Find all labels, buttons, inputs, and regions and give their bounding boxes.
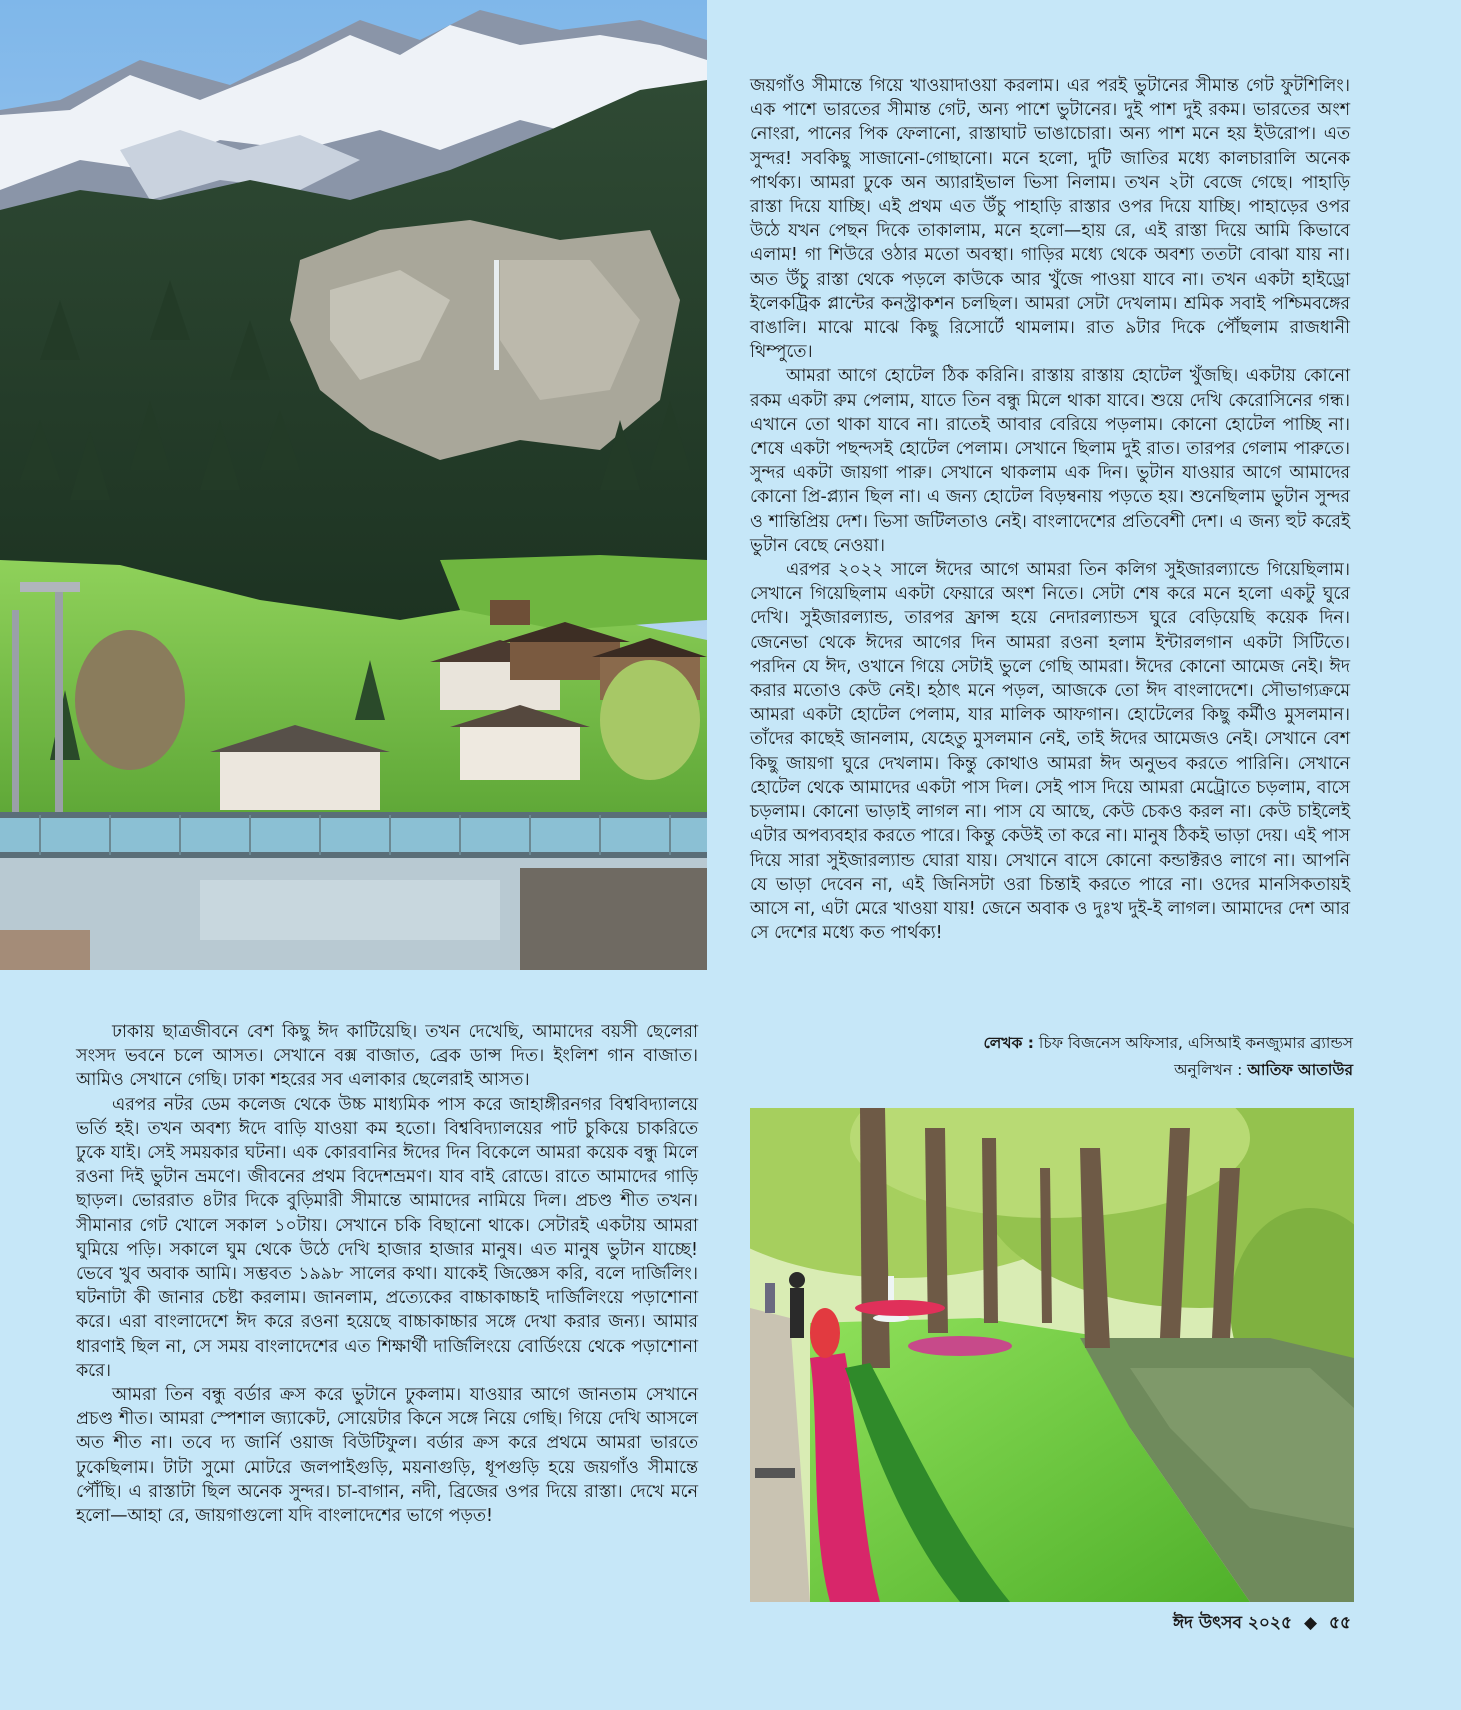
diamond-separator-icon: ◆ xyxy=(1303,1613,1318,1633)
transcriber-credit xyxy=(983,1057,1353,1084)
body-paragraph: ঢাকায় ছাত্রজীবনে বেশ কিছু ঈদ কাটিয়েছি। তখন দেখেছি, আমাদের বয়সী ছেলেরা সংসদ ভবনে চলে আসত। সেখানে বক্স বাজাত, ব্রেক ডান্স দিত। ইংলিশ গান বাজাত। আমিও সেখানে গেছি। ঢাকা শহরের সব এলাকার ছেলেরাই আসত। xyxy=(76,1022,698,1091)
transcriber-name: আতিফ আতাউর xyxy=(1247,1061,1353,1079)
page-footer xyxy=(1173,1610,1351,1638)
body-paragraph: এরপর নটর ডেম কলেজ থেকে উচ্চ মাধ্যমিক পাস করে জাহাঙ্গীরনগর বিশ্ববিদ্যালয়ে ভর্তি হই। তখন অবশ্য ঈদে বাড়ি যাওয়া কম হতো। বিশ্ববিদ্যালয়ের পাট চুকিয়ে চাকরিতে ঢুকে যাই। সেই সময়কার ঘটনা। এক কোরবানির ঈদের দিন বিকেলে আমরা কয়েক বন্ধু মিলে রওনা দিই ভুটান ভ্রমণে। জীবনের প্রথম বিদেশভ্রমণ। যাব বাই রোডে। রাতে আমাদের গাড়ি ছাড়ল। ভোররাত ৪টার দিকে বুড়িমারী সীমান্তে আমাদের নামিয়ে দিল। প্রচণ্ড শীত তখন। সীমানার গেট খোলে সকাল ১০টায়। সেখানে চকি বিছানো থাকে। সেটারই একটায় আমরা ঘুমিয়ে পড়ি। সকালে ঘুম থেকে উঠে দেখি হাজার হাজার মানুষ। এত মানুষ ভুটান যাচ্ছে! ভেবে খুব অবাক আমি। সম্ভবত ১৯৯৮ সালের কথা। যাকেই জিজ্ঞেস করি, বলে দার্জিলিং। ঘটনাটা কী জানার চেষ্টা করলাম। জানলাম, প্রত্যেকের বাচ্চাকাচ্চাই দার্জিলিংয়ে পড়াশোনা করে। এরা বাংলাদেশে ঈদ করে রওনা হয়েছে বাচ্চাকাচ্চার সঙ্গে দেখা করার জন্য। আমার ধারণাই ছিল না, সে সময় বাংলাদেশের এত শিক্ষার্থী দার্জিলিংয়ে বোর্ডিংয়ে থেকে পড়াশোনা করে। xyxy=(76,1094,698,1381)
body-paragraph: আমরা তিন বন্ধু বর্ডার ক্রস করে ভুটানে ঢুকলাম। যাওয়ার আগে জানতাম সেখানে প্রচণ্ড শীত। আমরা স্পেশাল জ্যাকেট, সোয়েটার কিনে সঙ্গে নিয়ে গেছি। গিয়ে দেখি আসলে অত শীত না। তবে দ্য জার্নি ওয়াজ বিউটিফুল। বর্ডার ক্রস করে প্রথমে আমরা ভারতে ঢুকেছিলাম। টাটা সুমো মোটরে জলপাইগুড়ি, ময়নাগুড়ি, ধূপগুড়ি হয়ে জয়গাঁও সীমান্তে পৌঁছি। এ রাস্তাটা ছিল অনেক সুন্দর। চা-বাগান, নদী, ব্রিজের ওপর দিয়ে রাস্তা। দেখে মনে হলো—আহা রে, জায়গাগুলো যদি বাংলাদেশের ভাগে পড়ত! xyxy=(76,1385,698,1527)
body-paragraph: জয়গাঁও সীমান্তে গিয়ে খাওয়াদাওয়া করলাম। এর পরই ভুটানের সীমান্ত গেট ফুটশিলিং। এক পাশে ভারতের সীমান্ত গেট, অন্য পাশে ভুটানের। দুই পাশ দুই রকম। ভারতের অংশ নোংরা, পানের পিক ফেলানো, রাস্তাঘাট ভাঙাচোরা। অন্য পাশ মনে হয় ইউরোপ। এত সুন্দর! সবকিছু সাজানো-গোছানো। মনে হলো, দুটি জাতির মধ্যে কালচারালি অনেক পার্থক্য। আমরা ঢুকে অন অ্যারাইভাল ভিসা নিলাম। তখন ২টা বেজে গেছে। পাহাড়ি রাস্তা দিয়ে যাচ্ছি। এই প্রথম এত উঁচু পাহাড়ি রাস্তার ওপর দিয়ে যাচ্ছি। পাহাড়ের ওপর উঠে যখন পেছন দিকে তাকালাম, মনে হলো—হায় রে, এই রাস্তা দিয়ে আমি কিভাবে এলাম! গা শিউরে ওঠার মতো অবস্থা। গাড়ির মধ্যে থেকে অবশ্য ততটা বোঝা যায় না। অত উঁচু রাস্তা থেকে পড়লে কাউকে আর খুঁজে পাওয়া যাবে না। তখন একটা হাইড্রো ইলেকট্রিক প্লান্টের কনস্ট্রাকশন চলছিল। আমরা সেটা দেখলাম। শ্রমিক সবাই পশ্চিমবঙ্গের বাঙালি। মাঝে মাঝে কিছু রিসোর্টে থামলাম। রাত ৯টার দিকে পৌঁছলাম রাজধানী থিম্পুতে। xyxy=(750,76,1350,363)
left-text-column xyxy=(76,1020,698,1528)
page-number: ৫৫ xyxy=(1328,1613,1351,1633)
body-paragraph: আমরা আগে হোটেল ঠিক করিনি। রাস্তায় রাস্তায় হোটেল খুঁজছি। একটায় কোনো রকম একটা রুম পেলাম, যাতে তিন বন্ধু মিলে থাকা যাবে। শুয়ে দেখি কেরোসিনের গন্ধ। এখানে তো থাকা যাবে না। রাতেই আবার বেরিয়ে পড়লাম। কোনো হোটেল পাচ্ছি না। শেষে একটা পছন্দসই হোটেল পেলাম। সেখানে ছিলাম দুই রাত। তারপর গেলাম পারুতে। সুন্দর একটা জায়গা পারু। সেখানে থাকলাম এক দিন। ভুটান যাওয়ার আগে আমাদের কোনো প্রি-প্ল্যান ছিল না। এ জন্য হোটেল বিড়ম্বনায় পড়তে হয়। শুনেছিলাম ভুটান সুন্দর ও শান্তিপ্রিয় দেশ। ভিসা জটিলতাও নেই। বাংলাদেশের প্রতিবেশী দেশ। এ জন্য হুট করেই ভুটান বেছে নেওয়া। xyxy=(750,366,1350,556)
writer-label: লেখক : xyxy=(983,1034,1034,1052)
writer-text: চিফ বিজনেস অফিসার, এসিআই কনজ্যুমার ব্র্যান্ডস xyxy=(1038,1034,1353,1052)
right-text-column xyxy=(750,74,1350,945)
writer-credit xyxy=(983,1030,1353,1057)
author-credits xyxy=(983,1030,1353,1084)
body-paragraph: এরপর ২০২২ সালে ঈদের আগে আমরা তিন কলিগ সুইজারল্যান্ডে গিয়েছিলাম। সেখানে গিয়েছিলাম একটা ফেয়ারে অংশ নিতে। সেটা শেষ করে মনে হলো একটু ঘুরে দেখি। সুইজারল্যান্ড, তারপর ফ্রান্স হয়ে নেদারল্যান্ডস ঘুরে বেড়িয়েছি কয়েক দিন। জেনেভা থেকে ঈদের আগের দিন আমরা রওনা হলাম ইন্টারলগান একটা সিটিতে। পরদিন যে ঈদ, ওখানে গিয়ে সেটাই ভুলে গেছি আমরা। ঈদের কোনো আমেজ নেই। ঈদ করার মতোও কেউ নেই। হঠাৎ মনে পড়ল, আজকে তো ঈদ বাংলাদেশে। সৌভাগ্যক্রমে আমরা একটা হোটেল পেলাম, যার মালিক আফগান। হোটেলের কিছু কর্মীও মুসলমান। তাঁদের কাছেই জানলাম, যেহেতু মুসলমান নেই, তাই ঈদের আমেজও নেই। সেখানে বেশ কিছু জায়গা ঘুরে দেখলাম। কিন্তু কোথাও আমরা ঈদ অনুভব করতে পারিনি। সেখানে হোটেল থেকে আমাদের একটা পাস দিল। সেই পাস দিয়ে আমরা মেট্রোতে চড়লাম, বাসে চড়লাম। কোনো ভাড়াই লাগল না। পাস যে আছে, কেউ চেকও করল না। কেউ চাইলেই এটার অপব্যবহার করতে পারে। কিন্তু কেউই তা করে না। মানুষ ঠিকই ভাড়া দেয়। এই পাস দিয়ে সারা সুইজারল্যান্ড ঘোরা যায়। সেখানে বাসে কোনো কন্ডাক্টরও লাগে না। আপনি যে ভাড়া দেবেন না, এই জিনিসটা ওরা চিন্তাই করতে পারে না। ওদের মানসিকতায়ই আসে না, এটা মেরে খাওয়া যায়! জেনে অবাক ও দুঃখ দুই-ই লাগল। আমাদের দেশ আর সে দেশের মধ্যে কত পার্থক্য! xyxy=(750,560,1350,944)
alpine-valley-photo xyxy=(0,0,707,970)
transcriber-label: অনুলিখন : xyxy=(1174,1061,1243,1079)
alpine-valley-icon xyxy=(0,0,707,970)
tulip-park-photo xyxy=(750,1108,1354,1602)
tulip-park-icon xyxy=(750,1108,1354,1602)
issue-title: ঈদ উৎসব ২০২৫ xyxy=(1172,1613,1293,1633)
